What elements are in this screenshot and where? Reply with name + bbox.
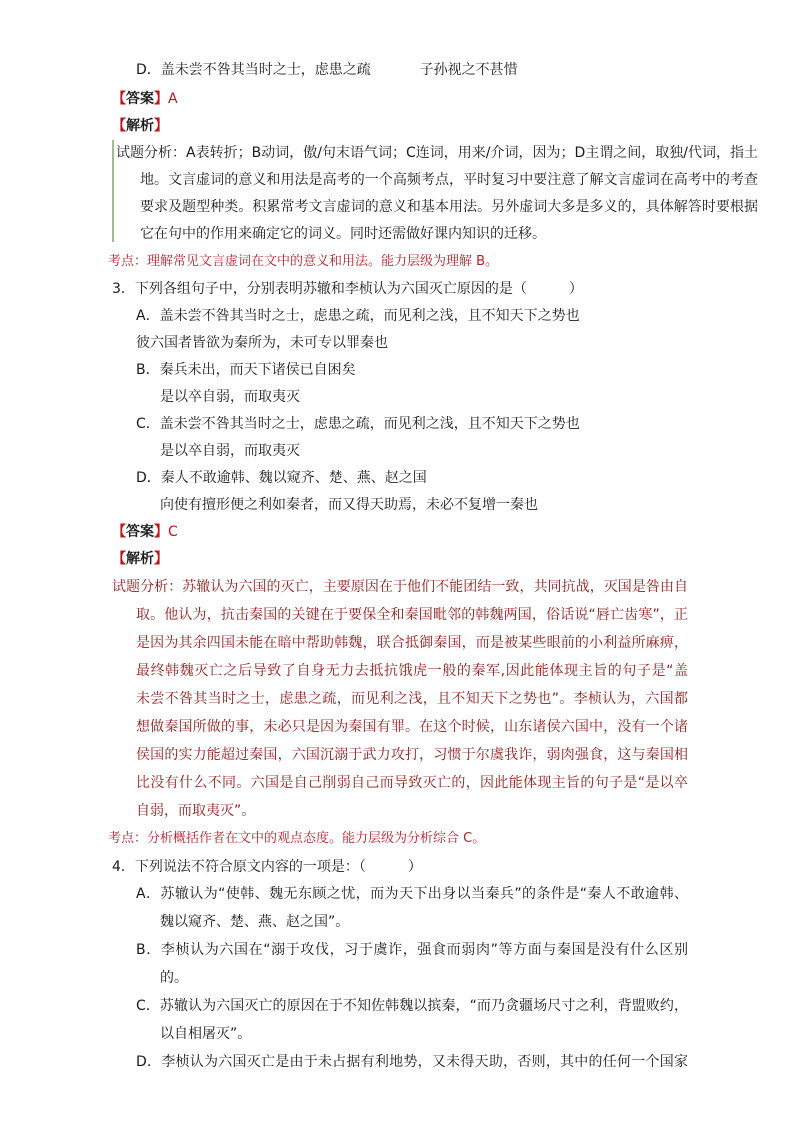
q3-analysis-line: 比没有什么不同。六国是自己削弱自己而导致灭亡的，因此能体现主旨的句子是“是以卒 — [136, 775, 688, 791]
analysis-bracket-open: 【 — [112, 551, 126, 567]
q3-analysis-line: 试题分析：苏辙认为六国的灭亡，主要原因在于他们不能团结一致，共同抗战，灭国是咎由自 — [112, 579, 688, 595]
q2-analysis-heading — [112, 116, 168, 136]
analysis-bracket-open: 【 — [112, 118, 126, 134]
q2-option-d-part1: D．盖未尝不咎其当时之士，虑患之疏 — [136, 62, 371, 78]
q3-option-a-line2: 彼六国者皆欲为秦所为，未可专以罪秦也 — [136, 335, 388, 351]
q3-analysis-line: 侯国的实力能超过秦国，六国沉溺于武力攻打，习惯于尔虞我诈，弱肉强食，这与秦国相 — [136, 747, 688, 763]
q3-analysis-line: 想做秦国所做的事，未必只是因为秦国有罪。在这个时候，山东诸侯六国中，没有一个诸 — [136, 719, 688, 735]
analysis-label: 解析 — [126, 551, 154, 567]
q2-analysis-line: 要求及题型种类。积累常考文言虚词的意义和基本用法。另外虚词大多是多义的，具体解答时要根据 — [140, 199, 758, 215]
q3-option-b-line2: 是以卒自弱，而取夷灭 — [160, 389, 300, 405]
q2-analysis-line: 地。文言虚词的意义和用法是高考的一个高频考点，平时复习中要注意了解文言虚词在高考中的考查 — [140, 172, 758, 188]
q3-analysis-line: 是因为其余四国未能在暗中帮助韩魏，联合抵御秦国，而是被某些眼前的小利益所麻痹， — [136, 635, 688, 651]
answer-value: C — [168, 524, 178, 540]
q3-option-d-line2: 向使有擅形便之利如秦者，而又得天助焉，未必不复增一秦也 — [160, 497, 538, 513]
analysis-bracket-close: 】 — [154, 118, 168, 134]
answer-value: A — [168, 91, 178, 107]
answer-label: 答案 — [126, 91, 154, 107]
q4-option-b-line2: 的。 — [160, 970, 188, 986]
q4-option-a-line2: 魏以窥齐、楚、燕、赵之国”。 — [160, 914, 350, 930]
q3-option-c-line2: 是以卒自弱，而取夷灭 — [160, 443, 300, 459]
q3-option-a: A．盖未尝不咎其当时之士，虑患之疏，而见利之浅，且不知天下之势也 — [136, 308, 580, 324]
answer-label: 答案 — [126, 524, 154, 540]
q2-analysis-line: 试题分析：A表转折；B动词，傲/句末语气词；C连词，用来/介词，因为；D主谓之间，取独/代词，指土 — [116, 145, 758, 161]
q3-analysis-line: 未尝不咎其当时之士，虑患之疏，而见利之浅，且不知天下之势也”。李桢认为，六国都 — [136, 691, 688, 707]
analysis-label: 解析 — [126, 118, 154, 134]
q4-option-d: D．李桢认为六国灭亡是由于未占据有利地势，又未得天助，否则，其中的任何一个国家 — [136, 1054, 688, 1070]
q2-option-d-part2: 子孙视之不甚惜 — [419, 62, 518, 78]
answer-bracket-close: 】 — [154, 524, 168, 540]
q4-option-a: A．苏辙认为“使韩、魏无东顾之忧，而为天下出身以当秦兵”的条件是“秦人不敢逾韩、 — [136, 886, 688, 902]
q3-option-c: C．盖未尝不咎其当时之士，虑患之疏，而见利之浅，且不知天下之势也 — [136, 416, 580, 432]
q2-analysis-line: 它在句中的作用来确定它的词义。同时还需做好课内知识的迁移。 — [140, 226, 546, 242]
answer-bracket-close: 】 — [154, 91, 168, 107]
q4-option-b: B．李桢认为六国在“溺于攻伐，习于虞诈，强食而弱肉”等方面与秦国是没有什么区别 — [136, 942, 688, 958]
answer-bracket-open: 【 — [112, 524, 126, 540]
q3-stem: 3．下列各组句子中，分别表明苏辙和李桢认为六国灭亡原因的是（ ） — [112, 281, 583, 297]
q3-option-d: D．秦人不敢逾韩、魏以窥齐、楚、燕、赵之国 — [136, 470, 427, 486]
q3-analysis-line: 最终韩魏灭亡之后导致了自身无力去抵抗饿虎一般的秦军,因此能体现主旨的句子是“盖 — [136, 663, 688, 679]
q3-analysis-line: 自弱，而取夷灭”。 — [136, 803, 256, 819]
q4-stem: 4．下列说法不符合原文内容的一项是：（ ） — [112, 859, 422, 875]
q4-option-c-line2: 以自相屠灭”。 — [160, 1026, 252, 1042]
answer-bracket-open: 【 — [112, 91, 126, 107]
q3-answer — [112, 522, 178, 542]
q3-analysis-heading — [112, 549, 168, 569]
q3-kaodian: 考点：分析概括作者在文中的观点态度。能力层级为分析综合 C。 — [108, 831, 486, 846]
analysis-bracket-close: 】 — [154, 551, 168, 567]
q2-option-d — [136, 60, 518, 80]
q3-analysis-line: 取。他认为，抗击秦国的关键在于要保全和秦国毗邻的韩魏两国，俗话说“唇亡齿寒”，正 — [136, 607, 688, 623]
q3-option-b: B．秦兵未出，而天下诸侯已自困矣 — [136, 362, 356, 378]
q2-kaodian: 考点：理解常见文言虚词在文中的意义和用法。能力层级为理解 B。 — [108, 254, 499, 269]
q2-answer — [112, 89, 178, 109]
q4-option-c: C．苏辙认为六国灭亡的原因在于不知佐韩魏以摈秦，“而乃贪疆场尺寸之利，背盟败约， — [136, 998, 688, 1014]
